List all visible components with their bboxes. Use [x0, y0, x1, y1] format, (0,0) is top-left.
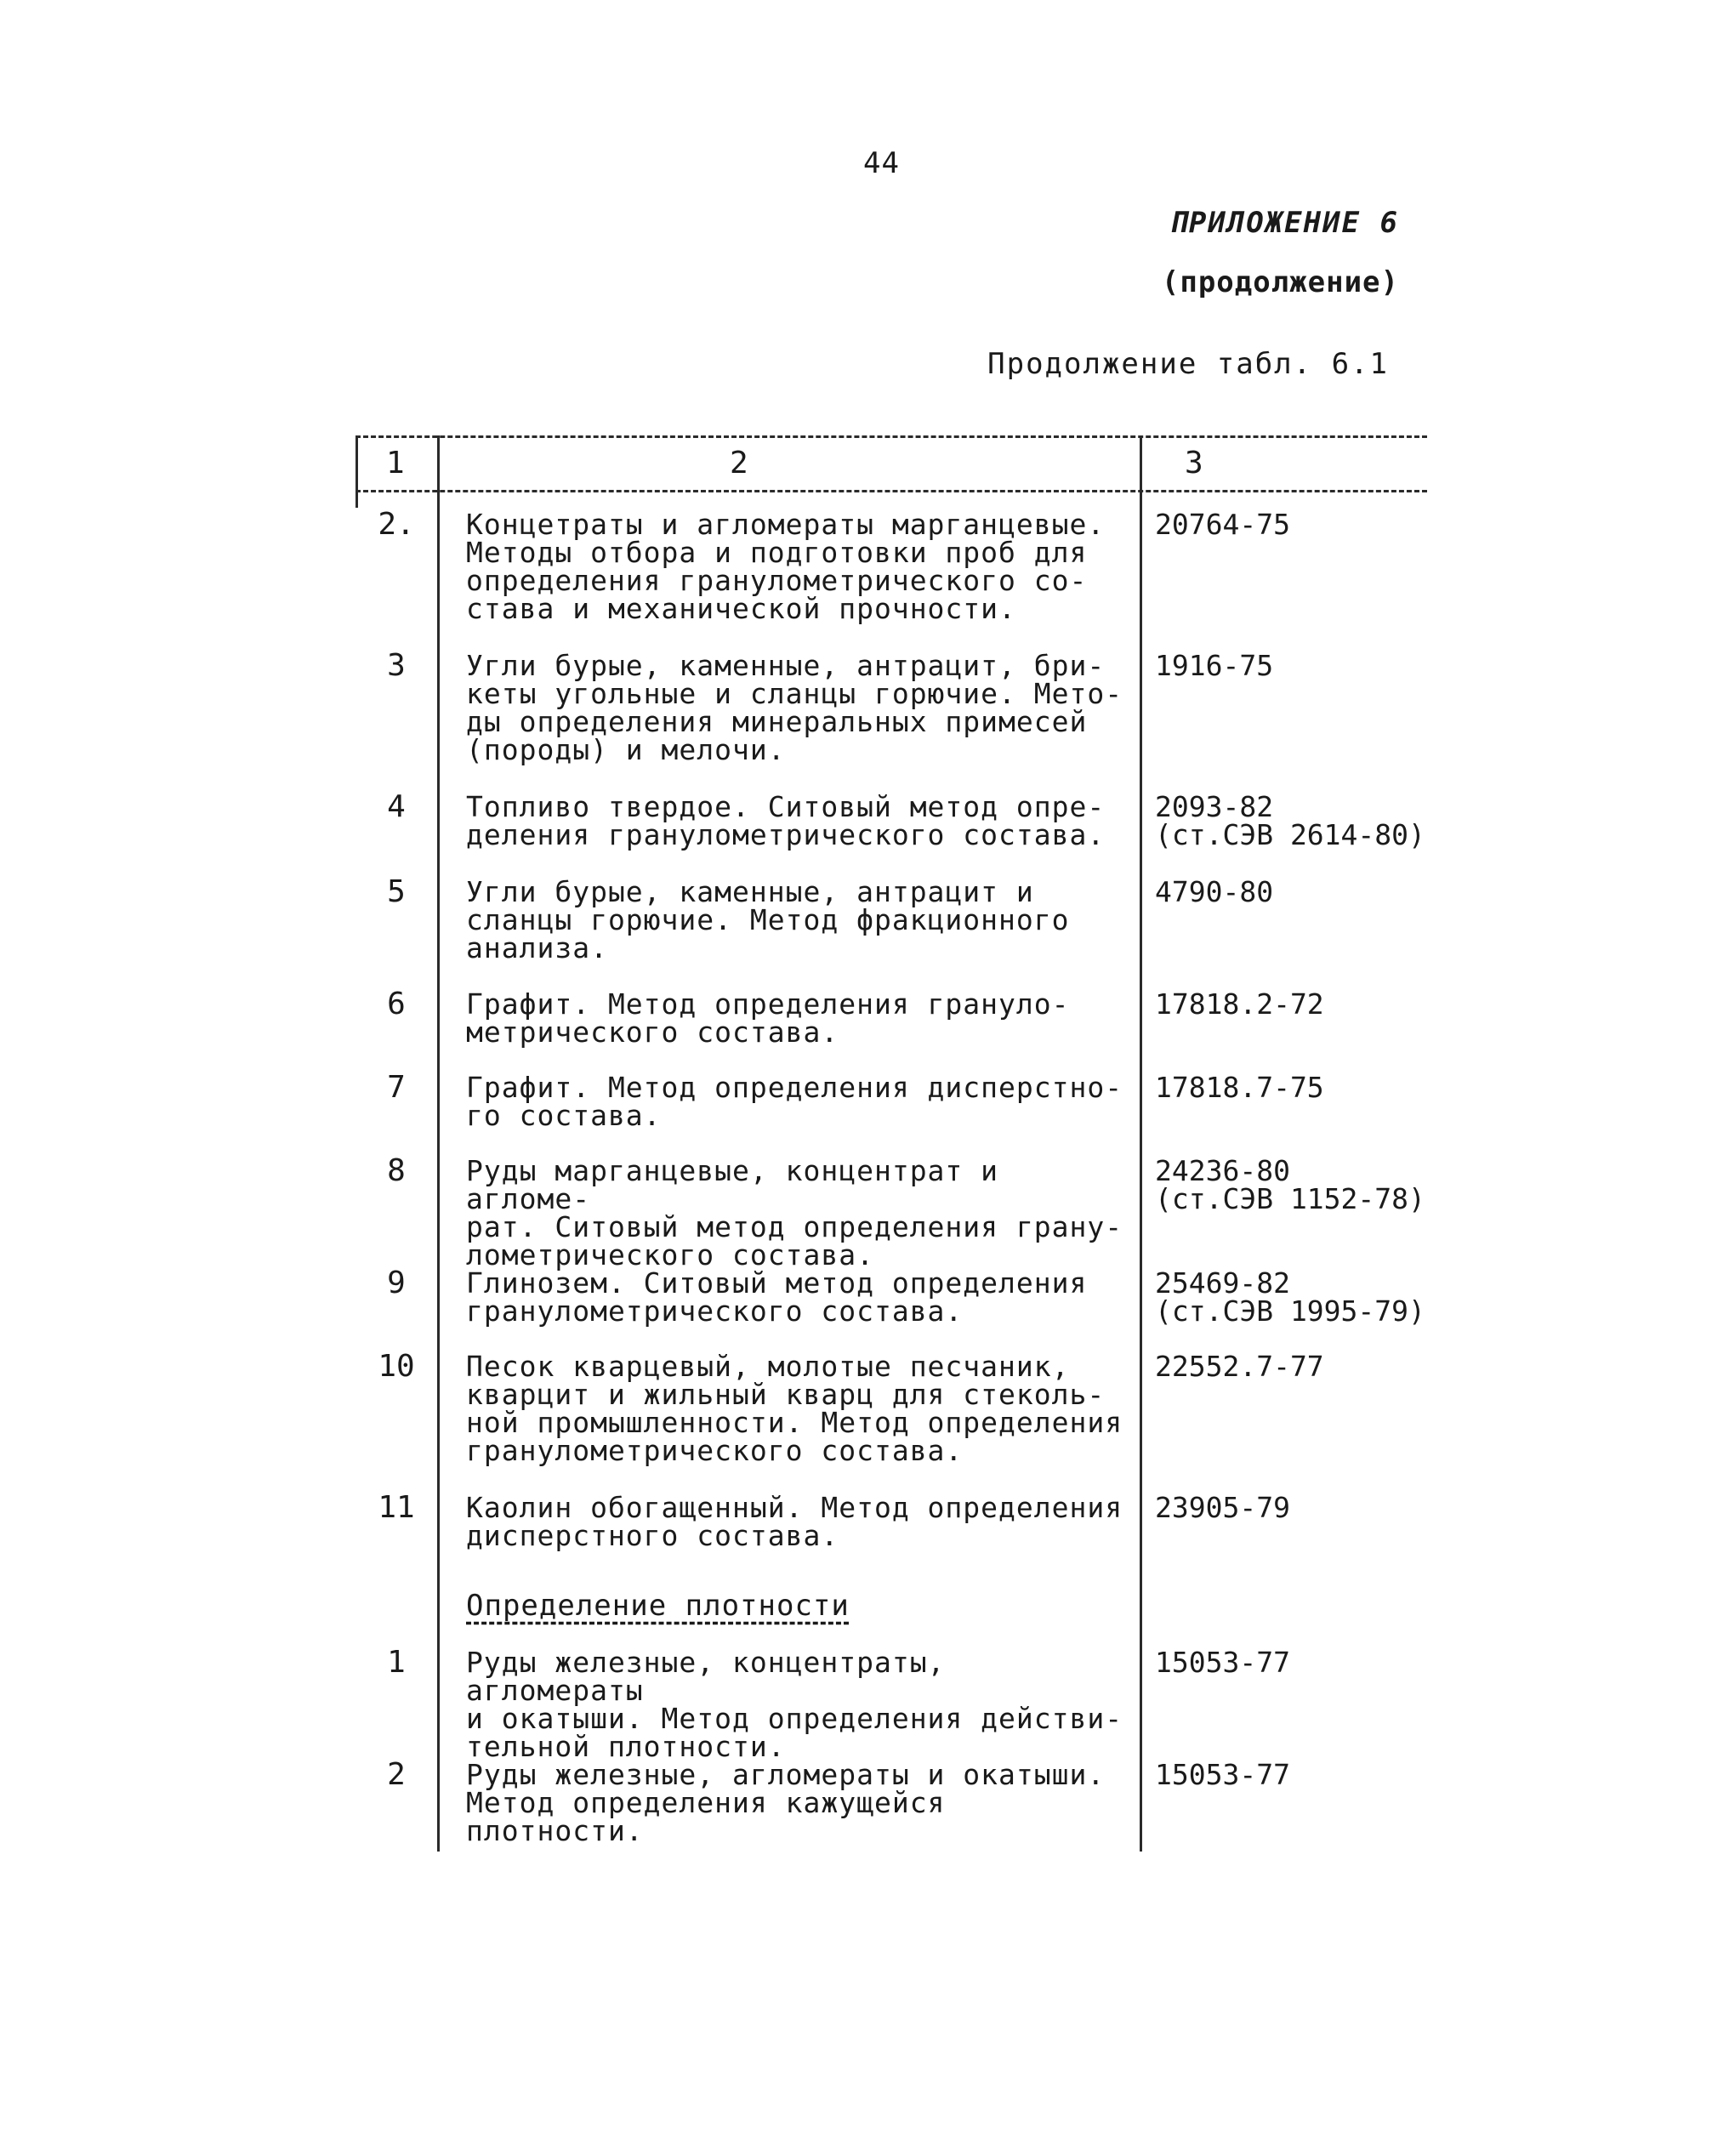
row-title: Руды железные, агломераты и окатыши. Метод определения кажущейся плотности. [466, 1758, 1106, 1847]
section-heading: Определение плотности [466, 1589, 850, 1623]
header-col-1: 1 [386, 446, 405, 481]
row-number: 6 [387, 987, 406, 1021]
row-standard: 15053-77 [1155, 1758, 1290, 1791]
row-number: 2. [378, 507, 415, 542]
row-title: Руды марганцевые, концентрат и агломе- рат. Ситовый метод определения грану- лометрического состава. [466, 1154, 1123, 1271]
row-number: 7 [387, 1070, 406, 1105]
row-number: 10 [378, 1349, 415, 1384]
table-top-border [355, 435, 1427, 438]
page-number: 44 [863, 146, 900, 180]
row-number: 8 [387, 1153, 406, 1188]
row-number: 3 [387, 648, 406, 683]
row-title: Руды железные, концентраты, агломераты и окатыши. Метод определения действи- тельной плотности. [466, 1646, 1123, 1763]
row-standard: 25469-82 (ст.СЭВ 1995-79) [1155, 1266, 1425, 1328]
row-title: Каолин обогащенный. Метод определения дисперстного состава. [466, 1491, 1123, 1552]
column-divider-1 [437, 435, 440, 1852]
row-standard: 23905-79 [1155, 1491, 1290, 1524]
row-standard: 24236-80 (ст.СЭВ 1152-78) [1155, 1154, 1425, 1215]
standards-table [355, 435, 1427, 1852]
row-title: Песок кварцевый, молотые песчаник, кварцит и жильный кварц для стеколь- ной промышленности. Метод определения гранулометрического состава. [466, 1350, 1123, 1467]
row-standard: 20764-75 [1155, 508, 1290, 541]
column-divider-2 [1140, 435, 1142, 1852]
row-title: Концетраты и агломераты марганцевые. Методы отбора и подготовки проб для определения гранулометрического со- става и механической прочности. [466, 508, 1106, 625]
row-number: 11 [378, 1490, 415, 1525]
row-standard: 4790-80 [1155, 875, 1274, 908]
row-title: Угли бурые, каменные, антрацит и сланцы горючие. Метод фракционного анализа. [466, 875, 1070, 964]
row-title: Угли бурые, каменные, антрацит, бри- кеты угольные и сланцы горючие. Мето- ды определения минеральных примесей (породы) и мелочи. [466, 649, 1123, 766]
row-standard: 17818.7-75 [1155, 1071, 1324, 1104]
table-header-border [355, 490, 1427, 492]
row-number: 9 [387, 1266, 406, 1300]
header-col-2: 2 [730, 446, 748, 481]
row-standard: 15053-77 [1155, 1646, 1290, 1679]
row-standard: 22552.7-77 [1155, 1350, 1324, 1383]
row-standard: 2093-82 (ст.СЭВ 2614-80) [1155, 790, 1425, 851]
table-left-border [355, 435, 358, 508]
header-col-3: 3 [1185, 446, 1203, 481]
row-number: 4 [387, 789, 406, 824]
appendix-title: ПРИЛОЖЕНИЕ 6 [1169, 206, 1399, 240]
row-title: Графит. Метод определения грануло- метрического состава. [466, 987, 1070, 1049]
row-title: Топливо твердое. Ситовый метод опре- деления гранулометрического состава. [466, 790, 1106, 851]
appendix-subtitle: (продолжение) [1161, 265, 1399, 299]
table-caption: Продолжение табл. 6.1 [987, 347, 1389, 381]
row-title: Графит. Метод определения дисперстно- го состава. [466, 1071, 1123, 1132]
row-number: 2 [387, 1757, 406, 1792]
row-title: Глинозем. Ситовый метод определения гранулометрического состава. [466, 1266, 1088, 1328]
row-standard: 17818.2-72 [1155, 987, 1324, 1021]
row-number: 1 [387, 1645, 406, 1680]
row-standard: 1916-75 [1155, 649, 1274, 682]
row-number: 5 [387, 874, 406, 909]
